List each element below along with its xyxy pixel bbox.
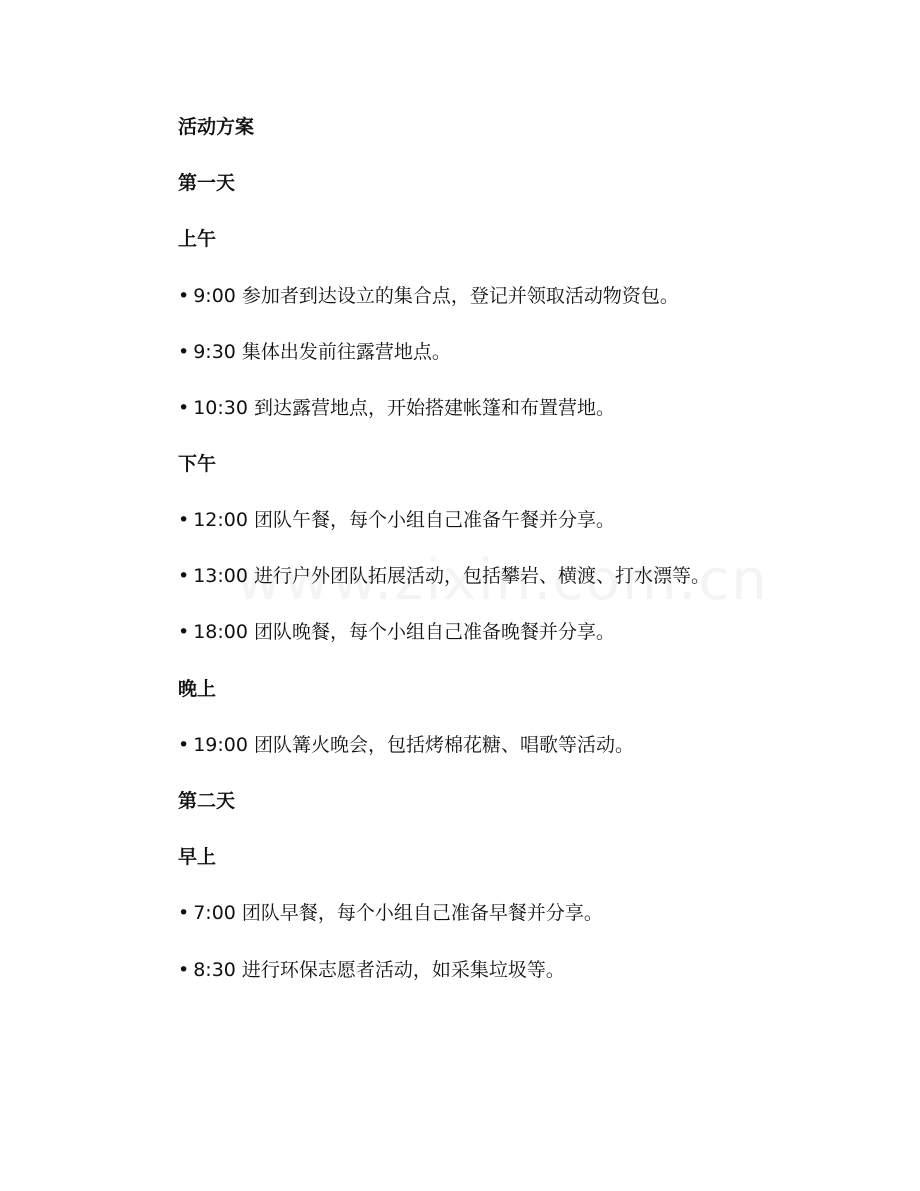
bullet: • <box>178 621 190 643</box>
day2-morning-heading: 早上 <box>178 846 217 868</box>
bullet: • <box>178 902 190 924</box>
bullet: • <box>178 734 190 756</box>
list-item <box>178 564 710 588</box>
list-item-text: 18:00 团队晚餐，每个小组自己准备晚餐并分享。 <box>193 621 616 643</box>
list-item-text: 8:30 进行环保志愿者活动，如采集垃圾等。 <box>193 959 565 981</box>
bullet: • <box>178 285 190 307</box>
list-item <box>178 340 451 364</box>
list-item-text: 10:30 到达露营地点，开始搭建帐篷和布置营地。 <box>193 397 616 419</box>
document-title: 活动方案 <box>178 116 255 138</box>
list-item-text: 13:00 进行户外团队拓展活动，包括攀岩、横渡、打水漂等。 <box>193 565 711 587</box>
day1-afternoon-heading: 下午 <box>178 453 217 475</box>
bullet: • <box>178 509 190 531</box>
list-item-text: 9:30 集体出发前往露营地点。 <box>193 341 451 363</box>
list-item <box>178 508 615 532</box>
list-item-text: 19:00 团队篝火晚会，包括烤棉花糖、唱歌等活动。 <box>193 734 635 756</box>
list-item <box>178 901 603 925</box>
list-item <box>178 958 565 982</box>
bullet: • <box>178 565 190 587</box>
list-item <box>178 620 615 644</box>
day1-evening-heading: 晚上 <box>178 678 217 700</box>
bullet: • <box>178 397 190 419</box>
bullet: • <box>178 341 190 363</box>
list-item-text: 7:00 团队早餐，每个小组自己准备早餐并分享。 <box>193 902 603 924</box>
day2-heading: 第二天 <box>178 790 236 812</box>
list-item <box>178 284 679 308</box>
list-item <box>178 733 634 757</box>
day1-heading: 第一天 <box>178 172 236 194</box>
list-item-text: 12:00 团队午餐，每个小组自己准备午餐并分享。 <box>193 509 616 531</box>
list-item <box>178 396 615 420</box>
list-item-text: 9:00 参加者到达设立的集合点，登记并领取活动物资包。 <box>193 285 679 307</box>
day1-morning-heading: 上午 <box>178 228 217 250</box>
bullet: • <box>178 959 190 981</box>
